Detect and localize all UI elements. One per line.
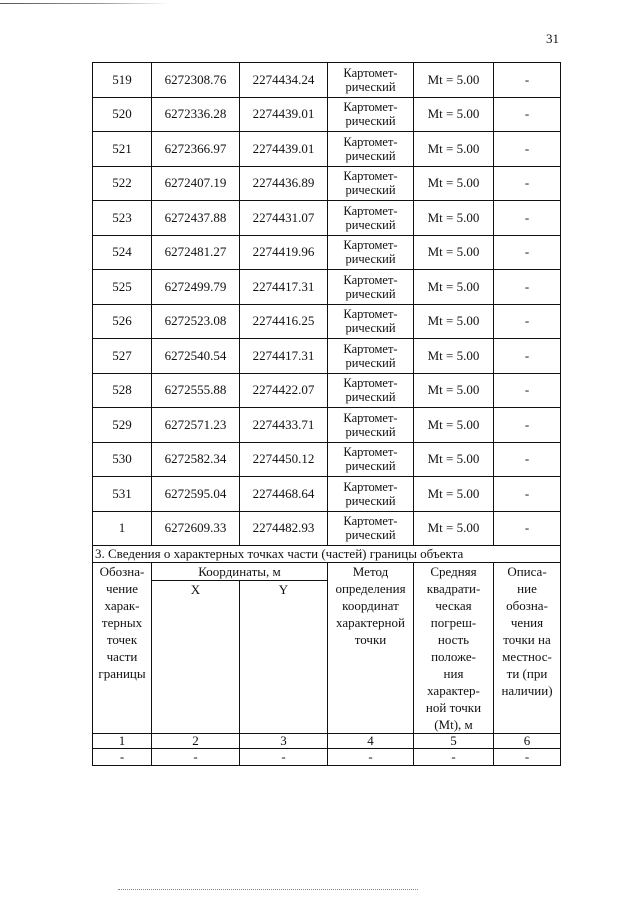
point-id-cell: 530 — [93, 442, 152, 477]
x-coordinate-cell: 6272366.97 — [152, 132, 240, 167]
method-cell: Картомет- рический — [328, 373, 414, 408]
header-method: Метод определения координат характерной точки — [328, 563, 414, 734]
y-coordinate-cell: 2274433.71 — [240, 408, 328, 443]
x-coordinate-cell: 6272609.33 — [152, 511, 240, 546]
empty-cell: - — [328, 749, 414, 766]
empty-cell: - — [93, 749, 152, 766]
mean-error-cell: Mt = 5.00 — [414, 442, 494, 477]
description-cell: - — [494, 63, 561, 98]
y-coordinate-cell: 2274434.24 — [240, 63, 328, 98]
header-coordinates: Координаты, м — [152, 563, 328, 581]
y-coordinate-cell: 2274439.01 — [240, 132, 328, 167]
empty-cell: - — [414, 749, 494, 766]
x-coordinate-cell: 6272582.34 — [152, 442, 240, 477]
description-cell: - — [494, 166, 561, 201]
y-coordinate-cell: 2274417.31 — [240, 270, 328, 305]
table-row — [93, 511, 561, 546]
method-cell: Картомет- рический — [328, 511, 414, 546]
boundary-points-table — [92, 62, 561, 766]
scan-artifact-top — [0, 3, 170, 4]
x-coordinate-cell: 6272540.54 — [152, 339, 240, 374]
description-cell: - — [494, 97, 561, 132]
x-coordinate-cell: 6272308.76 — [152, 63, 240, 98]
point-id-cell: 526 — [93, 304, 152, 339]
column-number: 1 — [93, 734, 152, 749]
point-id-cell: 528 — [93, 373, 152, 408]
mean-error-cell: Mt = 5.00 — [414, 511, 494, 546]
method-cell: Картомет- рический — [328, 477, 414, 512]
point-id-cell: 531 — [93, 477, 152, 512]
y-coordinate-cell: 2274431.07 — [240, 201, 328, 236]
y-coordinate-cell: 2274422.07 — [240, 373, 328, 408]
point-id-cell: 527 — [93, 339, 152, 374]
table-row — [93, 201, 561, 236]
mean-error-cell: Mt = 5.00 — [414, 477, 494, 512]
table-row — [93, 304, 561, 339]
point-id-cell: 524 — [93, 235, 152, 270]
mean-error-cell: Mt = 5.00 — [414, 132, 494, 167]
point-id-cell: 521 — [93, 132, 152, 167]
method-cell: Картомет- рический — [328, 63, 414, 98]
table-row — [93, 270, 561, 305]
point-id-cell: 520 — [93, 97, 152, 132]
mean-error-cell: Mt = 5.00 — [414, 373, 494, 408]
description-cell: - — [494, 270, 561, 305]
description-cell: - — [494, 339, 561, 374]
empty-cell: - — [240, 749, 328, 766]
table-row — [93, 166, 561, 201]
method-cell: Картомет- рический — [328, 304, 414, 339]
column-number: 3 — [240, 734, 328, 749]
table-row — [93, 97, 561, 132]
coordinates-table-body — [93, 63, 561, 546]
table-row — [93, 132, 561, 167]
column-number: 2 — [152, 734, 240, 749]
header-mean-error: Средняя квадрати- ческая погреш- ность положе- ния характер- ной точки (Mt), м — [414, 563, 494, 734]
table-row — [93, 63, 561, 98]
mean-error-cell: Mt = 5.00 — [414, 166, 494, 201]
description-cell: - — [494, 408, 561, 443]
table-row — [93, 373, 561, 408]
mean-error-cell: Mt = 5.00 — [414, 201, 494, 236]
method-cell: Картомет- рический — [328, 201, 414, 236]
column-number: 4 — [328, 734, 414, 749]
point-id-cell: 1 — [93, 511, 152, 546]
y-coordinate-cell: 2274450.12 — [240, 442, 328, 477]
section-3-title: 3. Сведения о характерных точках части (частей) границы объекта — [93, 546, 561, 563]
description-cell: - — [494, 235, 561, 270]
description-cell: - — [494, 304, 561, 339]
method-cell: Картомет- рический — [328, 408, 414, 443]
table-row — [93, 235, 561, 270]
y-coordinate-cell: 2274416.25 — [240, 304, 328, 339]
method-cell: Картомет- рический — [328, 235, 414, 270]
point-id-cell: 522 — [93, 166, 152, 201]
x-coordinate-cell: 6272499.79 — [152, 270, 240, 305]
point-id-cell: 523 — [93, 201, 152, 236]
page-number: 31 — [546, 31, 559, 46]
y-coordinate-cell: 2274419.96 — [240, 235, 328, 270]
table-row — [93, 339, 561, 374]
x-coordinate-cell: 6272555.88 — [152, 373, 240, 408]
header-y: Y — [240, 581, 328, 734]
method-cell: Картомет- рический — [328, 339, 414, 374]
mean-error-cell: Mt = 5.00 — [414, 63, 494, 98]
description-cell: - — [494, 511, 561, 546]
method-cell: Картомет- рический — [328, 132, 414, 167]
x-coordinate-cell: 6272437.88 — [152, 201, 240, 236]
description-cell: - — [494, 373, 561, 408]
table-row — [93, 408, 561, 443]
point-id-cell: 525 — [93, 270, 152, 305]
description-cell: - — [494, 201, 561, 236]
x-coordinate-cell: 6272523.08 — [152, 304, 240, 339]
mean-error-cell: Mt = 5.00 — [414, 235, 494, 270]
method-cell: Картомет- рический — [328, 270, 414, 305]
x-coordinate-cell: 6272595.04 — [152, 477, 240, 512]
table-row — [93, 442, 561, 477]
mean-error-cell: Mt = 5.00 — [414, 270, 494, 305]
empty-cell: - — [152, 749, 240, 766]
description-cell: - — [494, 442, 561, 477]
column-number: 6 — [494, 734, 561, 749]
point-id-cell: 529 — [93, 408, 152, 443]
point-id-cell: 519 — [93, 63, 152, 98]
table-row — [93, 477, 561, 512]
x-coordinate-cell: 6272407.19 — [152, 166, 240, 201]
method-cell: Картомет- рический — [328, 442, 414, 477]
header-description: Описа- ние обозна- чения точки на местнос- ти (при наличии) — [494, 563, 561, 734]
scan-artifact-bottom — [118, 889, 418, 891]
mean-error-cell: Mt = 5.00 — [414, 97, 494, 132]
mean-error-cell: Mt = 5.00 — [414, 339, 494, 374]
method-cell: Картомет- рический — [328, 166, 414, 201]
description-cell: - — [494, 477, 561, 512]
mean-error-cell: Mt = 5.00 — [414, 408, 494, 443]
method-cell: Картомет- рический — [328, 97, 414, 132]
x-coordinate-cell: 6272571.23 — [152, 408, 240, 443]
empty-cell: - — [494, 749, 561, 766]
description-cell: - — [494, 132, 561, 167]
header-point-designation: Обозна- чение харак- терных точек части границы — [93, 563, 152, 734]
x-coordinate-cell: 6272336.28 — [152, 97, 240, 132]
y-coordinate-cell: 2274468.64 — [240, 477, 328, 512]
mean-error-cell: Mt = 5.00 — [414, 304, 494, 339]
y-coordinate-cell: 2274439.01 — [240, 97, 328, 132]
x-coordinate-cell: 6272481.27 — [152, 235, 240, 270]
header-x: X — [152, 581, 240, 734]
y-coordinate-cell: 2274482.93 — [240, 511, 328, 546]
y-coordinate-cell: 2274436.89 — [240, 166, 328, 201]
column-number: 5 — [414, 734, 494, 749]
y-coordinate-cell: 2274417.31 — [240, 339, 328, 374]
